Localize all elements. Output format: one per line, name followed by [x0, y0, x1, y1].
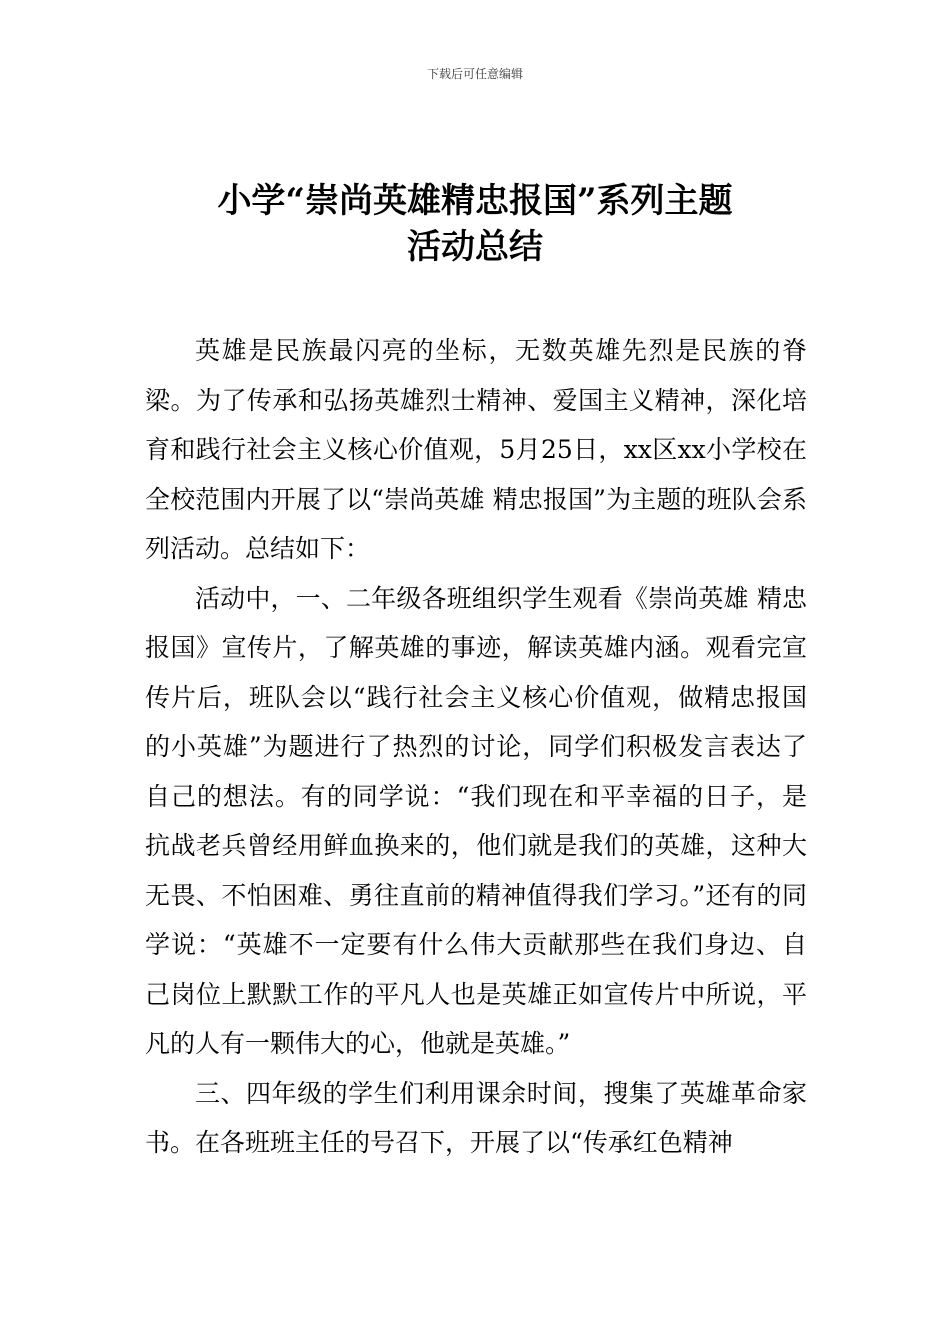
- page-header-note: 下载后可任意编辑: [426, 67, 523, 81]
- paragraph-grades-1-2: 活动中，一、二年级各班组织学生观看《崇尚英雄 精忠报国》宣传片，了解英雄的事迹，解读英雄内涵。观看完宣传片后，班队会以“践行社会主义核心价值观，做精忠报国的小英雄”为题进行了热烈的讨论，同学们积极发言表达了自己的想法。有的同学说：“我们现在和平幸福的日子，是抗战老兵曾经用鲜血换来的，他们就是我们的英雄，这种大无畏、不怕困难、勇往直前的精神值得我们学习。”还有的同学说：“英雄不一定要有什么伟大贡献那些在我们身边、自己岗位上默默工作的平凡人也是英雄正如宣传片中所说，平凡的人有一颗伟大的心，他就是英雄。”: [145, 583, 807, 1058]
- document-body: [145, 326, 807, 1168]
- paragraph-grades-3-4: 三、四年级的学生们利用课余时间，搜集了英雄革命家书。在各班班主任的号召下，开展了以“传承红色精神: [145, 1078, 807, 1157]
- paragraph-intro: 英雄是民族最闪亮的坐标，无数英雄先烈是民族的脊梁。为了传承和弘扬英雄烈士精神、爱国主义精神，深化培育和践行社会主义核心价值观，5月25日，xx区xx小学校在全校范围内开展了以“崇尚英雄 精忠报国”为主题的班队会系列活动。总结如下：: [145, 336, 807, 563]
- title-line-1: 小学“崇尚英雄精忠报国”系列主题: [217, 181, 733, 221]
- title-line-2: 活动总结: [407, 227, 543, 267]
- document-title: [0, 178, 950, 270]
